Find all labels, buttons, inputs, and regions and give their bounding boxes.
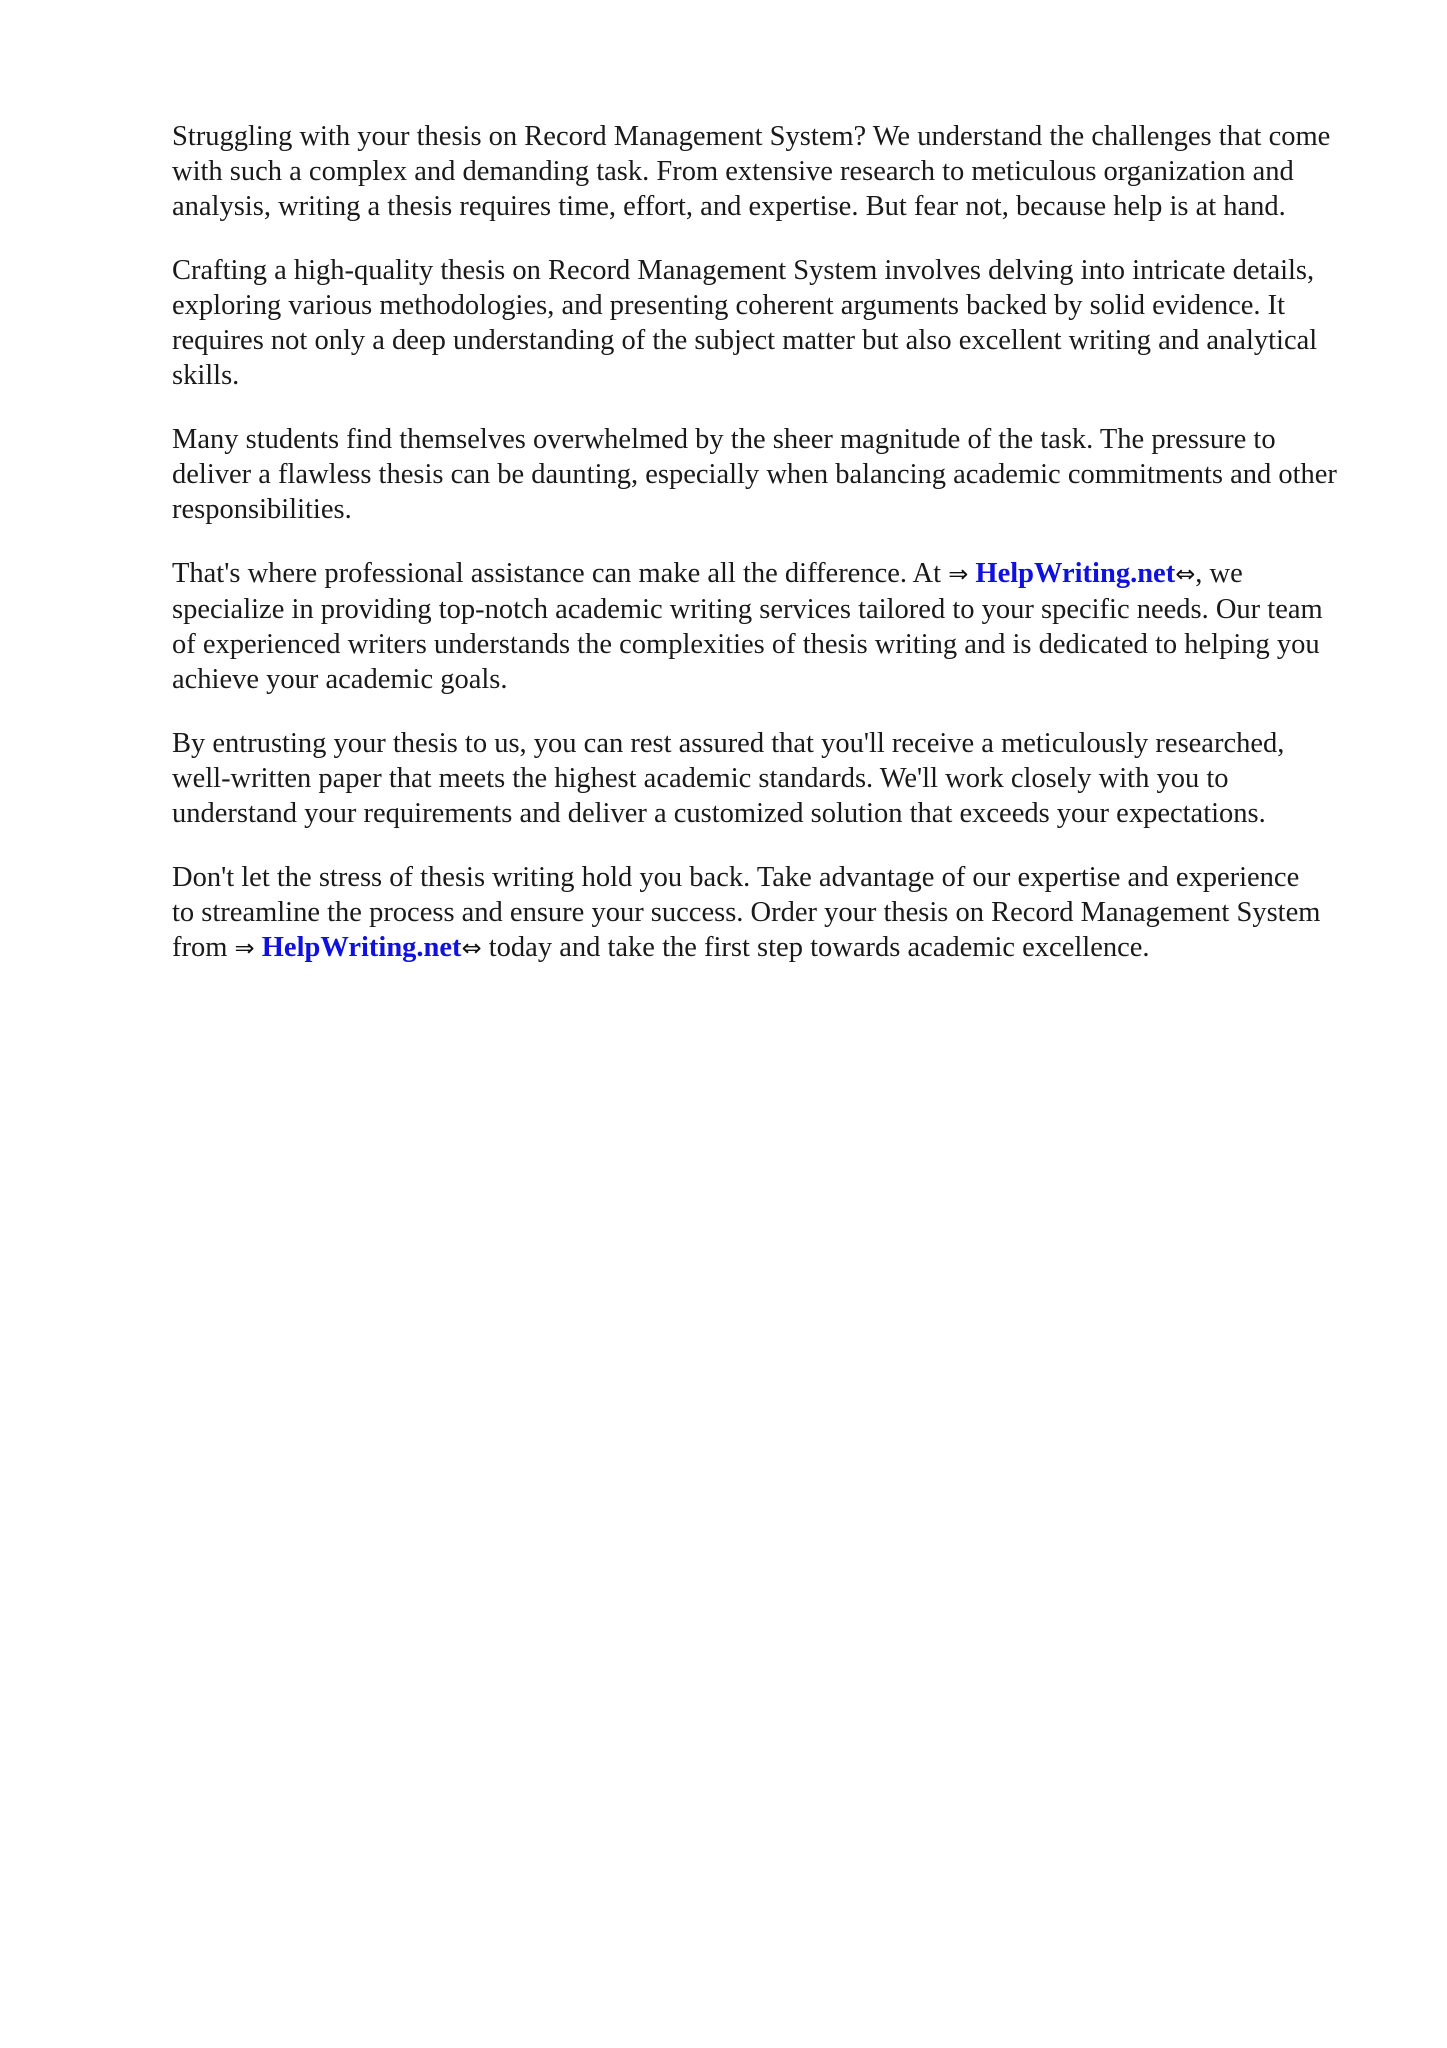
right-double-arrow-icon: ⇒ — [234, 934, 255, 962]
left-right-double-arrow-icon: ⇔ — [1175, 560, 1196, 588]
text-segment: , we — [1195, 558, 1243, 589]
text-line: exploring various methodologies, and presenting coherent arguments backed by solid evidence. It — [172, 290, 1286, 321]
text-line: of experienced writers understands the complexities of thesis writing and is dedicated to helping you — [172, 629, 1320, 660]
document-body — [172, 119, 1402, 995]
left-right-double-arrow-icon: ⇔ — [461, 934, 482, 962]
text-line: understand your requirements and deliver a customized solution that exceeds your expectations. — [172, 798, 1266, 829]
text-line: achieve your academic goals. — [172, 664, 508, 695]
text-segment: That's where professional assistance can make all the difference. At — [172, 558, 949, 589]
text-line: analysis, writing a thesis requires time, effort, and expertise. But fear not, because help is at hand. — [172, 191, 1286, 222]
text-line: well-written paper that meets the highest academic standards. We'll work closely with you to — [172, 763, 1229, 794]
text-line: skills. — [172, 360, 240, 391]
helpwriting-link[interactable]: HelpWriting.net — [261, 932, 462, 963]
text-line: Crafting a high-quality thesis on Record Management System involves delving into intricate details, — [172, 255, 1315, 286]
text-segment: from — [172, 932, 235, 963]
text-line: with such a complex and demanding task. From extensive research to meticulous organization and — [172, 156, 1294, 187]
paragraph-entrusting — [172, 726, 1402, 831]
text-line: deliver a flawless thesis can be daunting, especially when balancing academic commitments and other — [172, 459, 1337, 490]
text-line: Struggling with your thesis on Record Management System? We understand the challenges that come — [172, 121, 1331, 152]
paragraph-assistance — [172, 556, 1402, 697]
text-line: By entrusting your thesis to us, you can rest assured that you'll receive a meticulously researched, — [172, 728, 1285, 759]
helpwriting-link[interactable]: HelpWriting.net — [975, 558, 1176, 589]
text-line: Many students find themselves overwhelmed by the sheer magnitude of the task. The pressure to — [172, 424, 1276, 455]
text-line: to streamline the process and ensure your success. Order your thesis on Record Management System — [172, 897, 1321, 928]
paragraph-closing — [172, 860, 1402, 966]
paragraph-intro — [172, 119, 1402, 224]
text-line: requires not only a deep understanding of the subject matter but also excellent writing and analytical — [172, 325, 1318, 356]
right-double-arrow-icon: ⇒ — [948, 560, 969, 588]
paragraph-crafting — [172, 253, 1402, 393]
text-segment: today and take the first step towards academic excellence. — [481, 932, 1150, 963]
text-line: Don't let the stress of thesis writing hold you back. Take advantage of our expertise and experience — [172, 862, 1300, 893]
text-line: specialize in providing top-notch academic writing services tailored to your specific needs. Our team — [172, 594, 1323, 625]
paragraph-students — [172, 422, 1402, 527]
text-line — [172, 556, 1402, 592]
text-line: responsibilities. — [172, 494, 352, 525]
text-line — [172, 930, 1402, 966]
